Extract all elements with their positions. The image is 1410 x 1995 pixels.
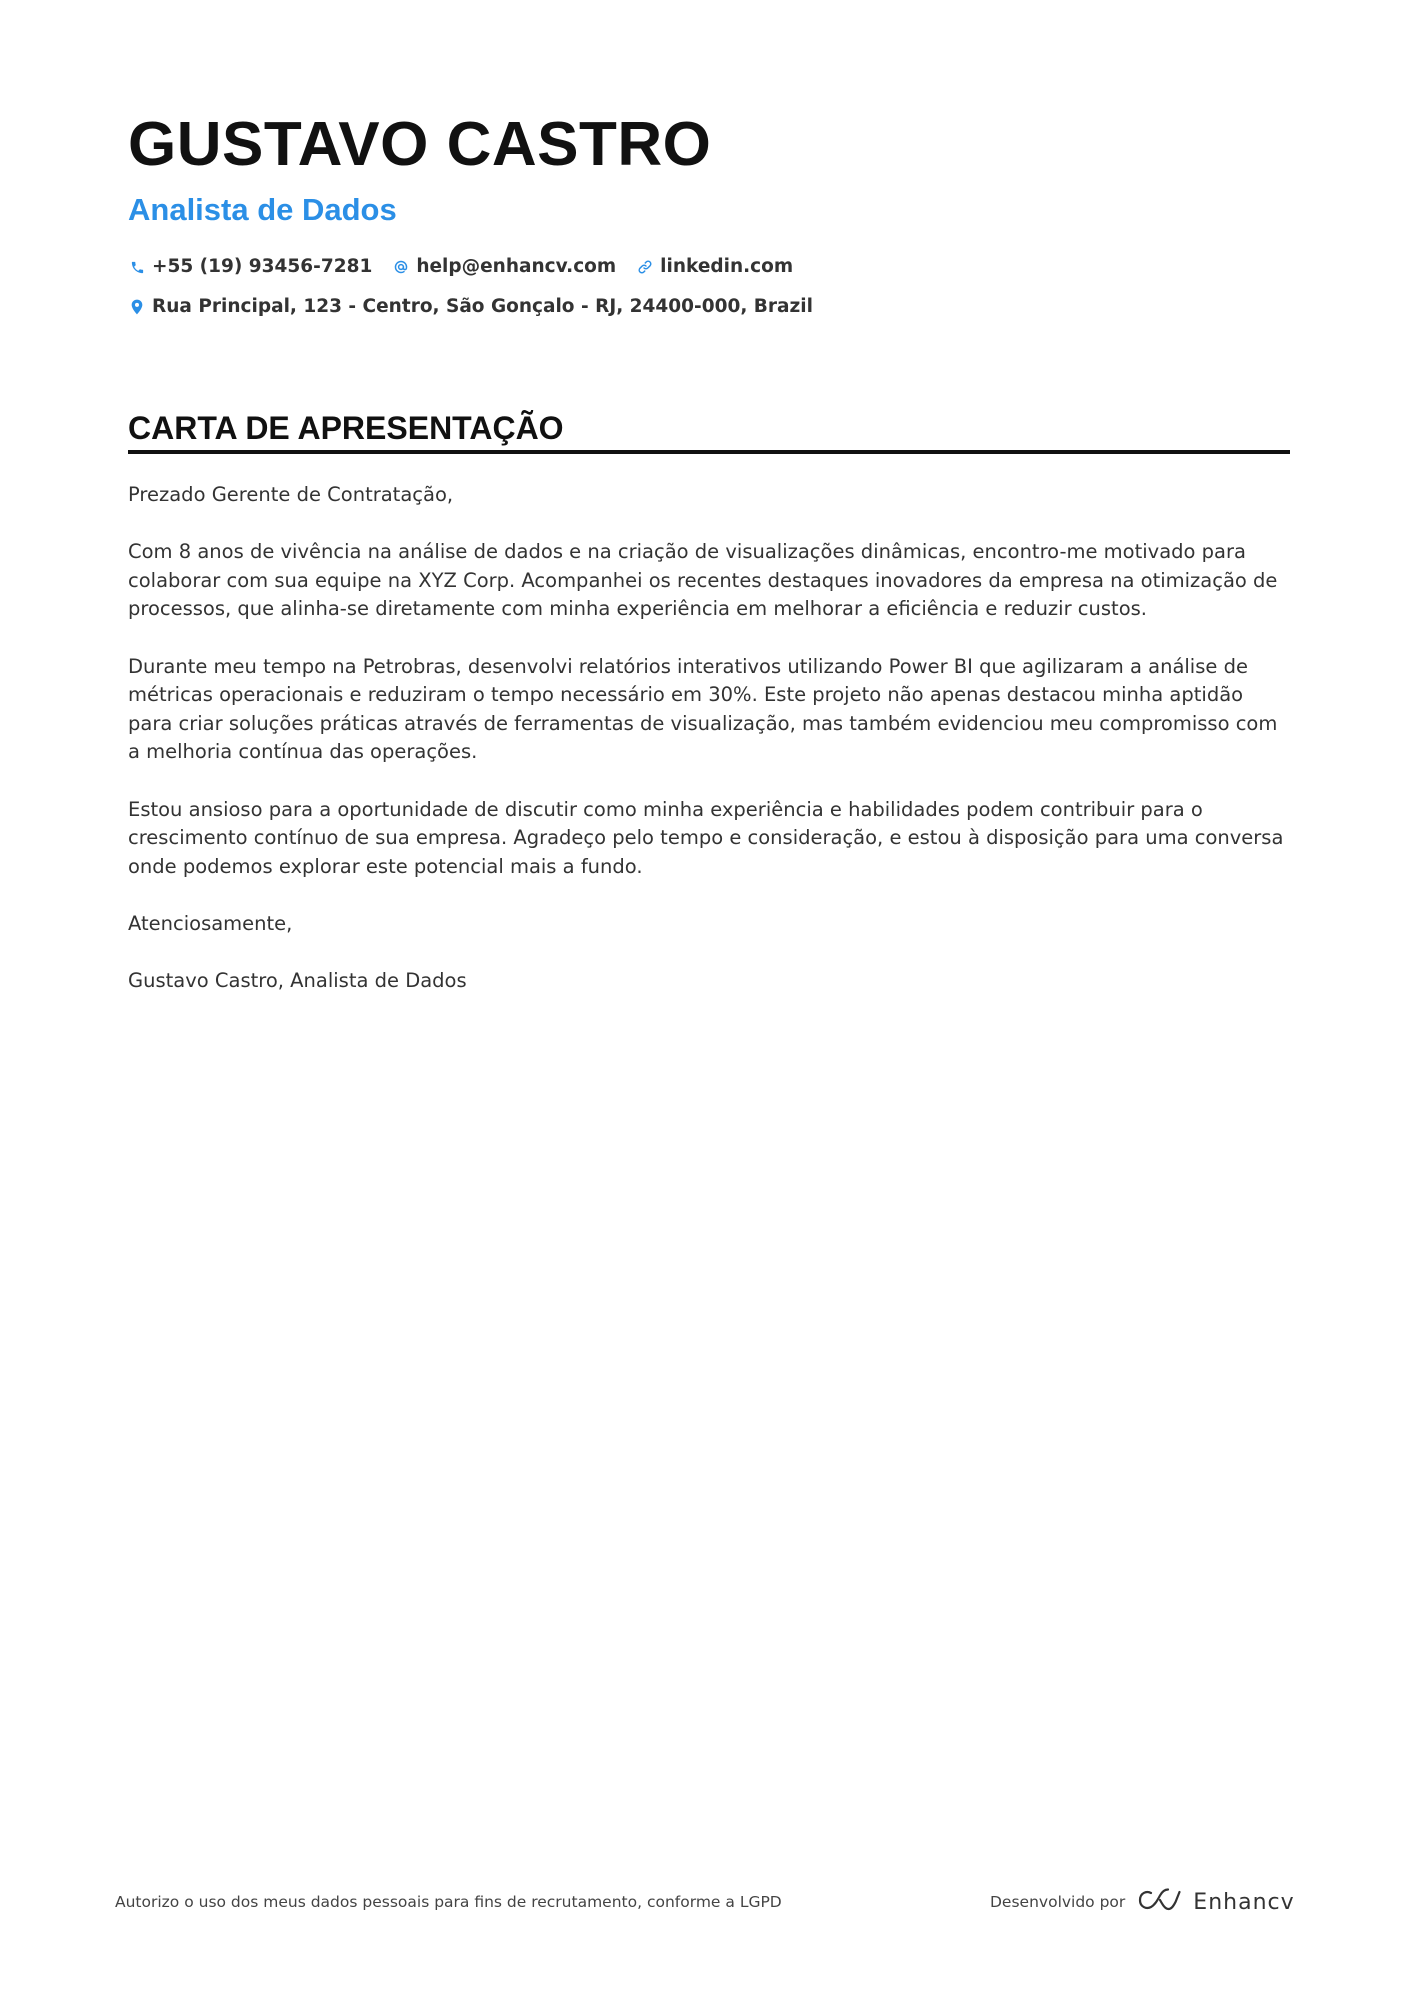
contact-row bbox=[128, 254, 813, 280]
email-text: help@enhancv.com bbox=[416, 256, 617, 277]
cover-letter-page bbox=[128, 0, 1290, 1995]
contact-linkedin bbox=[636, 254, 793, 280]
letter-paragraph: Com 8 anos de vivência na análise de dados e na criação de visualizações dinâmicas, encontro-me motivado para colaborar com sua equipe na XYZ Corp. Acompanhei os recentes destaques inovadores da empresa na otimização de processos, que alinha-se diretamente com minha experiência em melhorar a eficiência e reduzir custos. bbox=[128, 540, 1278, 621]
phone-icon bbox=[128, 258, 146, 276]
enhancv-logo-icon bbox=[1137, 1888, 1183, 1916]
address-text: Rua Principal, 123 - Centro, São Gonçalo - RJ, 24400-000, Brazil bbox=[152, 296, 813, 317]
candidate-name: GUSTAVO CASTRO bbox=[128, 110, 712, 179]
letter-signature: Gustavo Castro, Analista de Dados bbox=[128, 969, 467, 993]
letter-body bbox=[128, 481, 1290, 1024]
powered-by-label: Desenvolvido por bbox=[990, 1893, 1126, 1911]
footer-brand bbox=[990, 1888, 1295, 1916]
contact-address bbox=[128, 294, 813, 320]
candidate-role: Analista de Dados bbox=[128, 192, 397, 227]
footer-consent: Autorizo o uso dos meus dados pessoais para fins de recrutamento, conforme a LGPD bbox=[115, 1893, 782, 1911]
contact-phone bbox=[128, 254, 372, 280]
enhancv-brand-name: Enhancv bbox=[1193, 1889, 1295, 1915]
letter-greeting: Prezado Gerente de Contratação, bbox=[128, 483, 454, 506]
map-pin-icon bbox=[128, 298, 146, 316]
letter-paragraph: Durante meu tempo na Petrobras, desenvolvi relatórios interativos utilizando Power BI que agilizaram a análise de métricas operacionais e reduziram o tempo necessário em 30%. Este projeto não apenas destacou minha aptidão para criar soluções práticas através de ferramentas de visualização, mas também evidenciou meu compromisso com a melhoria contínua das operações. bbox=[128, 654, 1278, 764]
linkedin-text: linkedin.com bbox=[660, 256, 794, 277]
section-title: CARTA DE APRESENTAÇÃO bbox=[128, 410, 564, 446]
phone-text: +55 (19) 93456-7281 bbox=[152, 256, 373, 277]
contact-email bbox=[392, 254, 616, 280]
at-icon bbox=[392, 258, 410, 276]
letter-closing: Atenciosamente, bbox=[128, 911, 293, 935]
link-icon bbox=[636, 258, 654, 276]
address-row bbox=[128, 294, 833, 320]
section-divider bbox=[128, 450, 1290, 454]
letter-paragraph: Estou ansioso para a oportunidade de discutir como minha experiência e habilidades podem contribuir para o crescimento contínuo de sua empresa. Agradeço pelo tempo e consideração, e estou à disposição para uma conversa onde podemos explorar este potencial mais a fundo. bbox=[128, 797, 1284, 878]
